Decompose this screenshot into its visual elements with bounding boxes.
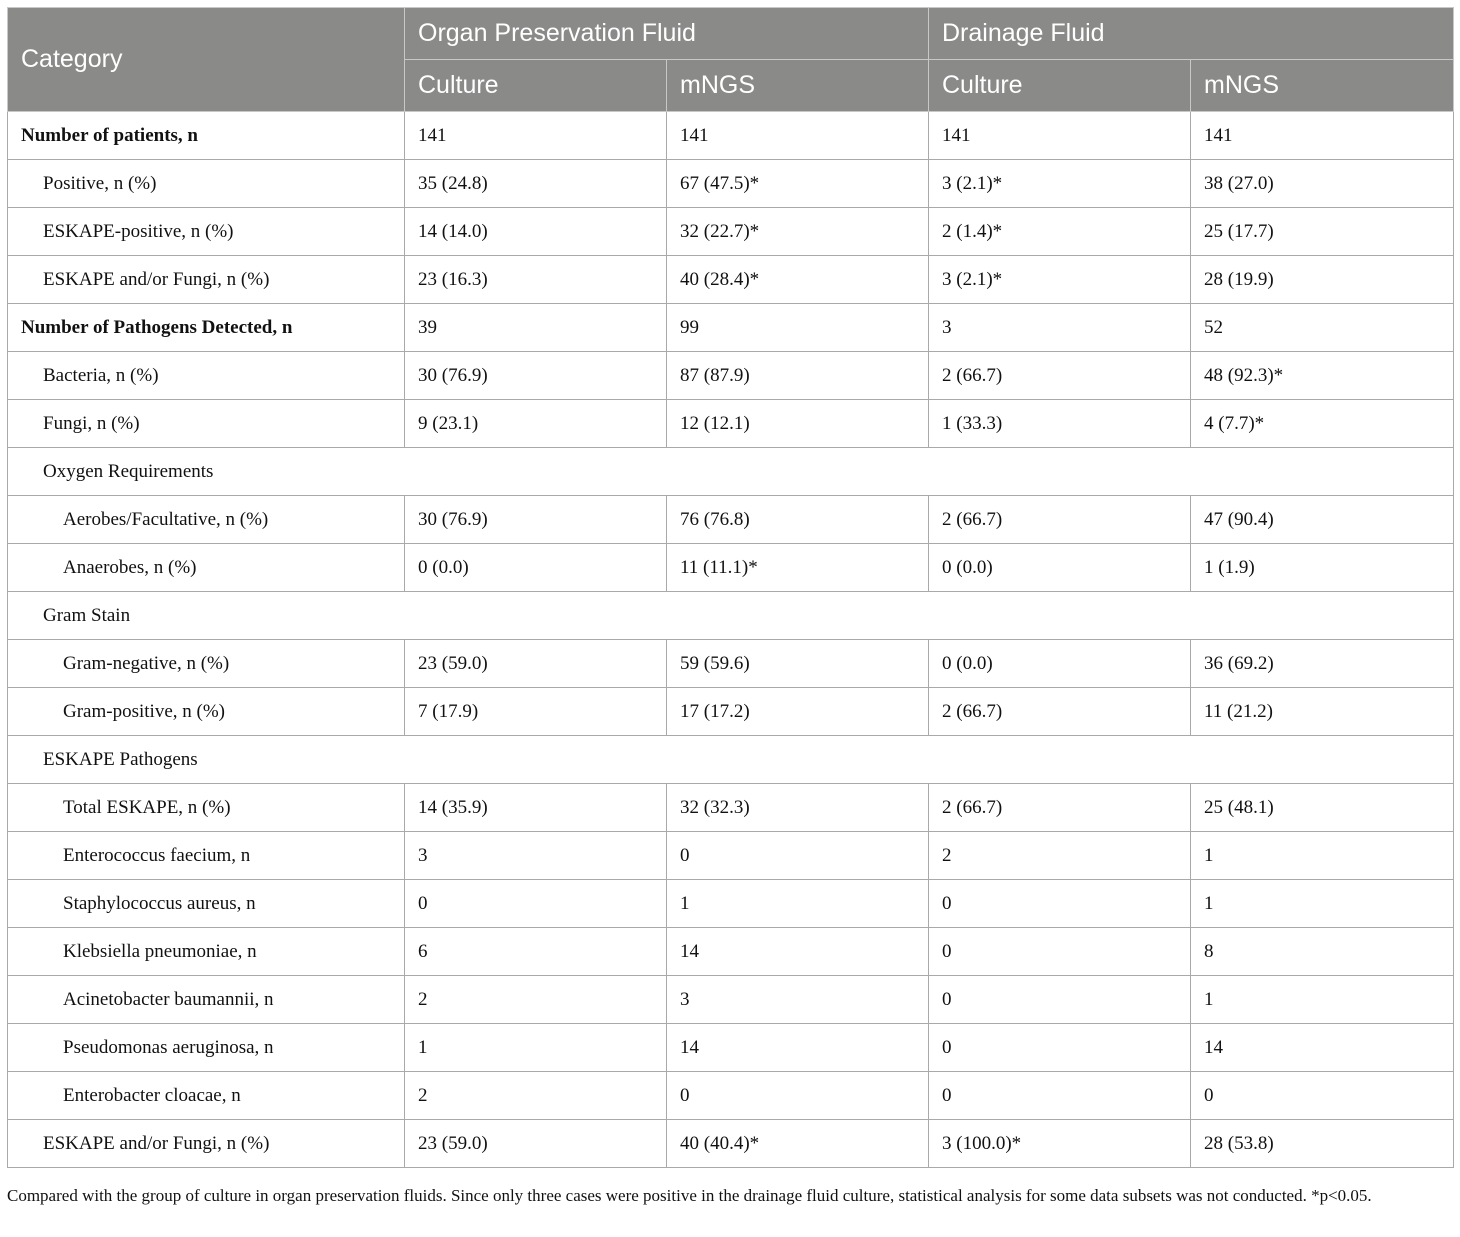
row-label: Bacteria, n (%) xyxy=(8,352,405,400)
table-cell: 14 xyxy=(1191,1024,1454,1072)
table-row xyxy=(8,832,1454,880)
table-cell: 0 xyxy=(929,1072,1191,1120)
row-label: Oxygen Requirements xyxy=(8,448,1454,496)
table-row xyxy=(8,304,1454,352)
table-cell: 2 (66.7) xyxy=(929,688,1191,736)
table-cell: 30 (76.9) xyxy=(405,352,667,400)
table-cell: 6 xyxy=(405,928,667,976)
table-cell: 47 (90.4) xyxy=(1191,496,1454,544)
table-row xyxy=(8,400,1454,448)
row-label: Enterobacter cloacae, n xyxy=(8,1072,405,1120)
table-cell: 76 (76.8) xyxy=(667,496,929,544)
table-cell: 1 xyxy=(667,880,929,928)
table-cell: 36 (69.2) xyxy=(1191,640,1454,688)
table-cell: 25 (48.1) xyxy=(1191,784,1454,832)
table-row xyxy=(8,640,1454,688)
row-label: Number of Pathogens Detected, n xyxy=(8,304,405,352)
table-cell: 141 xyxy=(1191,112,1454,160)
table-cell: 2 (66.7) xyxy=(929,784,1191,832)
table-section-row xyxy=(8,592,1454,640)
row-label: Aerobes/Facultative, n (%) xyxy=(8,496,405,544)
table-cell: 0 xyxy=(667,1072,929,1120)
table-row xyxy=(8,1072,1454,1120)
table-footnote: Compared with the group of culture in organ preservation fluids. Since only three cases were positive in the drainage fluid culture, statistical analysis for some data subsets was not conducted. *p<0.05. xyxy=(7,1186,1372,1205)
table-cell: 28 (19.9) xyxy=(1191,256,1454,304)
table-cell: 141 xyxy=(929,112,1191,160)
row-label: Number of patients, n xyxy=(8,112,405,160)
row-label: Positive, n (%) xyxy=(8,160,405,208)
table-row xyxy=(8,928,1454,976)
table-row xyxy=(8,160,1454,208)
table-cell: 0 xyxy=(1191,1072,1454,1120)
table-row xyxy=(8,544,1454,592)
results-table xyxy=(7,7,1454,1168)
row-label: Enterococcus faecium, n xyxy=(8,832,405,880)
table-cell: 87 (87.9) xyxy=(667,352,929,400)
header-df-mngs: mNGS xyxy=(1191,60,1454,112)
table-cell: 3 xyxy=(929,304,1191,352)
table-cell: 38 (27.0) xyxy=(1191,160,1454,208)
table-row xyxy=(8,1120,1454,1168)
table-cell: 3 xyxy=(405,832,667,880)
table-row xyxy=(8,112,1454,160)
table-cell: 2 (1.4)* xyxy=(929,208,1191,256)
table-cell: 0 (0.0) xyxy=(405,544,667,592)
table-container xyxy=(7,7,1453,1168)
table-cell: 0 xyxy=(405,880,667,928)
row-label: Staphylococcus aureus, n xyxy=(8,880,405,928)
table-cell: 35 (24.8) xyxy=(405,160,667,208)
table-cell: 1 xyxy=(1191,832,1454,880)
table-cell: 9 (23.1) xyxy=(405,400,667,448)
table-cell: 1 xyxy=(1191,880,1454,928)
table-row xyxy=(8,784,1454,832)
table-cell: 0 xyxy=(929,1024,1191,1072)
table-cell: 4 (7.7)* xyxy=(1191,400,1454,448)
table-row xyxy=(8,256,1454,304)
table-cell: 32 (32.3) xyxy=(667,784,929,832)
row-label: Fungi, n (%) xyxy=(8,400,405,448)
row-label: Total ESKAPE, n (%) xyxy=(8,784,405,832)
row-label: ESKAPE and/or Fungi, n (%) xyxy=(8,256,405,304)
table-cell: 2 xyxy=(405,976,667,1024)
header-opf-mngs: mNGS xyxy=(667,60,929,112)
row-label: Anaerobes, n (%) xyxy=(8,544,405,592)
table-cell: 1 xyxy=(1191,976,1454,1024)
table-cell: 11 (11.1)* xyxy=(667,544,929,592)
table-section-row xyxy=(8,448,1454,496)
table-cell: 2 (66.7) xyxy=(929,496,1191,544)
table-cell: 0 xyxy=(929,976,1191,1024)
table-cell: 14 xyxy=(667,928,929,976)
table-cell: 99 xyxy=(667,304,929,352)
table-cell: 0 xyxy=(929,880,1191,928)
table-cell: 1 (33.3) xyxy=(929,400,1191,448)
table-cell: 40 (40.4)* xyxy=(667,1120,929,1168)
table-cell: 141 xyxy=(667,112,929,160)
table-cell: 0 (0.0) xyxy=(929,640,1191,688)
table-cell: 3 xyxy=(667,976,929,1024)
header-organ-preservation-fluid: Organ Preservation Fluid xyxy=(405,8,929,60)
table-row xyxy=(8,880,1454,928)
table-row xyxy=(8,208,1454,256)
table-row xyxy=(8,352,1454,400)
table-row xyxy=(8,496,1454,544)
header-df-culture: Culture xyxy=(929,60,1191,112)
row-label: ESKAPE Pathogens xyxy=(8,736,1454,784)
table-cell: 17 (17.2) xyxy=(667,688,929,736)
table-cell: 0 xyxy=(929,928,1191,976)
header-drainage-fluid: Drainage Fluid xyxy=(929,8,1454,60)
table-cell: 23 (16.3) xyxy=(405,256,667,304)
table-cell: 141 xyxy=(405,112,667,160)
table-cell: 39 xyxy=(405,304,667,352)
table-cell: 1 xyxy=(405,1024,667,1072)
table-cell: 8 xyxy=(1191,928,1454,976)
row-label: Klebsiella pneumoniae, n xyxy=(8,928,405,976)
table-cell: 59 (59.6) xyxy=(667,640,929,688)
table-cell: 67 (47.5)* xyxy=(667,160,929,208)
table-cell: 3 (2.1)* xyxy=(929,160,1191,208)
header-opf-culture: Culture xyxy=(405,60,667,112)
table-cell: 12 (12.1) xyxy=(667,400,929,448)
row-label: Gram Stain xyxy=(8,592,1454,640)
row-label: Gram-negative, n (%) xyxy=(8,640,405,688)
row-label: ESKAPE and/or Fungi, n (%) xyxy=(8,1120,405,1168)
table-cell: 2 xyxy=(405,1072,667,1120)
table-row xyxy=(8,1024,1454,1072)
table-cell: 2 xyxy=(929,832,1191,880)
table-cell: 25 (17.7) xyxy=(1191,208,1454,256)
table-cell: 32 (22.7)* xyxy=(667,208,929,256)
table-cell: 2 (66.7) xyxy=(929,352,1191,400)
table-cell: 28 (53.8) xyxy=(1191,1120,1454,1168)
table-cell: 23 (59.0) xyxy=(405,640,667,688)
table-cell: 14 (35.9) xyxy=(405,784,667,832)
table-cell: 48 (92.3)* xyxy=(1191,352,1454,400)
table-row xyxy=(8,688,1454,736)
table-cell: 14 xyxy=(667,1024,929,1072)
table-cell: 3 (2.1)* xyxy=(929,256,1191,304)
table-cell: 7 (17.9) xyxy=(405,688,667,736)
row-label: Pseudomonas aeruginosa, n xyxy=(8,1024,405,1072)
table-cell: 23 (59.0) xyxy=(405,1120,667,1168)
table-cell: 0 (0.0) xyxy=(929,544,1191,592)
table-cell: 40 (28.4)* xyxy=(667,256,929,304)
table-section-row xyxy=(8,736,1454,784)
table-cell: 52 xyxy=(1191,304,1454,352)
row-label: Gram-positive, n (%) xyxy=(8,688,405,736)
table-cell: 1 (1.9) xyxy=(1191,544,1454,592)
table-header xyxy=(8,8,1454,112)
table-cell: 30 (76.9) xyxy=(405,496,667,544)
table-cell: 11 (21.2) xyxy=(1191,688,1454,736)
row-label: ESKAPE-positive, n (%) xyxy=(8,208,405,256)
header-category: Category xyxy=(8,8,405,112)
table-cell: 0 xyxy=(667,832,929,880)
table-cell: 14 (14.0) xyxy=(405,208,667,256)
row-label: Acinetobacter baumannii, n xyxy=(8,976,405,1024)
table-row xyxy=(8,976,1454,1024)
table-cell: 3 (100.0)* xyxy=(929,1120,1191,1168)
table-body xyxy=(8,112,1454,1168)
